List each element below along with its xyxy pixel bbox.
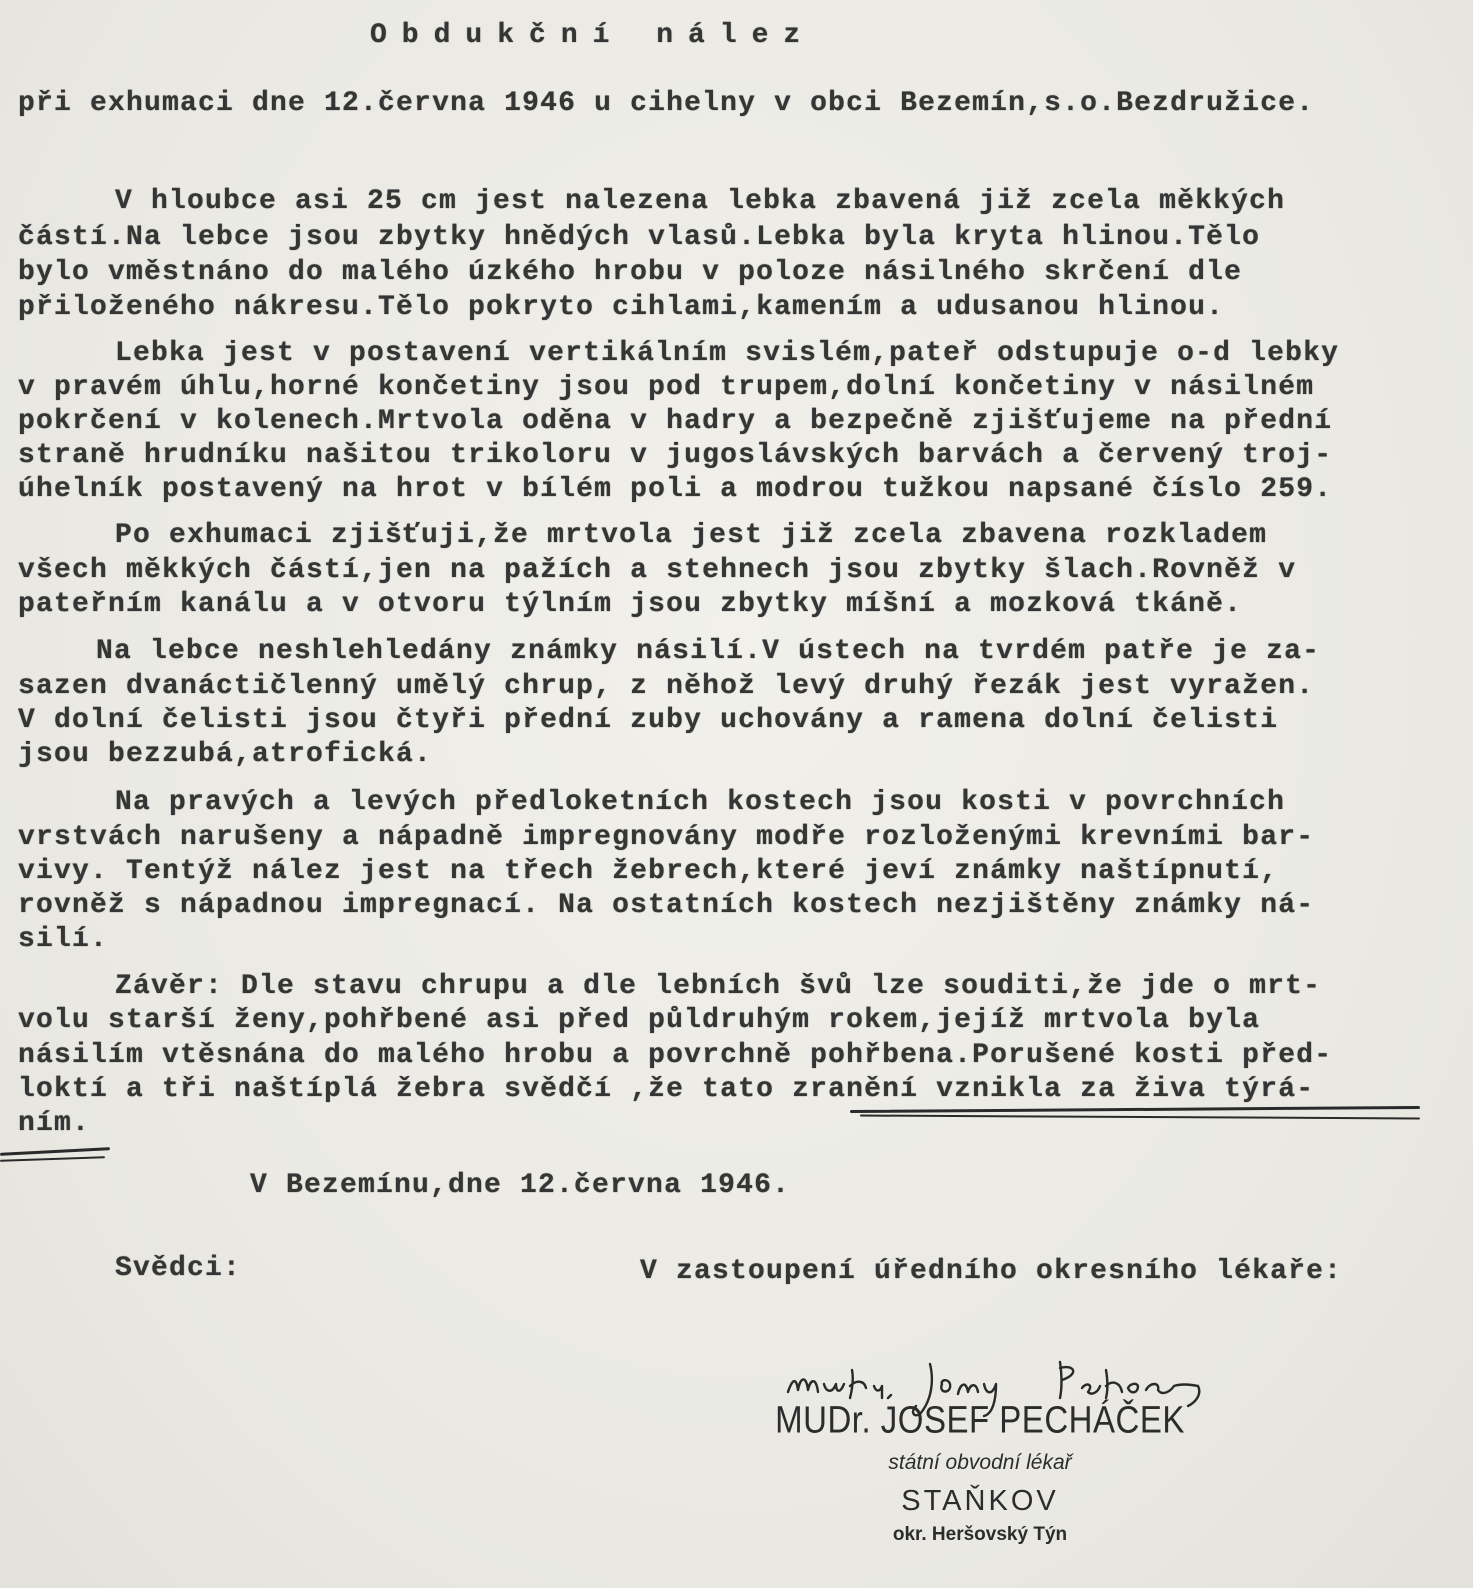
date-place-line: V Bezemínu,dne 12.června 1946.	[250, 1170, 791, 1201]
stamp-role: státní obvodní lékař	[888, 1451, 1072, 1474]
text-line: V dolní čelisti jsou čtyři přední zuby uchovány a ramena dolní čelisti	[18, 705, 1279, 736]
stamp-district: okr. Heršovský Týn	[892, 1524, 1068, 1545]
text-line: V hloubce asi 25 cm jest nalezena lebka zbavená již zcela měkkých	[115, 186, 1286, 217]
text-line: ním.	[18, 1108, 91, 1139]
text-line: Na pravých a levých předloketních kostech jsou kosti v povrchních	[115, 787, 1286, 818]
official-stamp	[770, 1400, 1190, 1546]
stamp-town: STAŇKOV	[901, 1485, 1059, 1517]
handwritten-underline	[850, 1106, 1420, 1113]
text-line: bylo vměstnáno do malého úzkého hrobu v poloze násilného skrčení dle	[18, 257, 1243, 288]
text-line: násilím vtěsnána do malého hrobu a povrchně pohřbena.Porušené kosti před-	[18, 1040, 1333, 1071]
witnesses-label: Svědci:	[115, 1253, 242, 1284]
text-line: loktí a tři naštíplá žebra svědčí ,že tato zranění vznikla za živa týrá-	[18, 1074, 1315, 1105]
text-line: Na lebce neshlehledány známky násilí.V ústech na tvrdém patře je za-	[96, 636, 1321, 667]
text-line: částí.Na lebce jsou zbytky hnědých vlasů.Lebka byla kryta hlinou.Tělo	[18, 222, 1261, 253]
text-line: všech měkkých částí,jen na pažích a stehnech jsou zbytky šlach.Rovněž v	[18, 555, 1297, 586]
stamp-name: MUDr. JOSEF PECHÁČEK	[775, 1398, 1185, 1441]
text-line: Závěr: Dle stavu chrupu a dle lebních švů lze souditi,že jde o mrt-	[115, 971, 1322, 1002]
text-line: sazen dvanáctičlenný umělý chrup, z něhož levý druhý řezák jest vyražen.	[18, 671, 1315, 702]
text-line: jsou bezzubá,atrofická.	[18, 739, 433, 770]
text-line: vivy. Tentýž nález jest na třech žebrech,které jeví známky naštípnutí,	[18, 856, 1279, 887]
text-line: přiloženého nákresu.Tělo pokryto cihlami,kamením a udusanou hlinou.	[18, 292, 1225, 323]
text-line: Po exhumaci zjišťuji,že mrtvola jest již zcela zbavena rozkladem	[115, 520, 1268, 551]
text-line: rovněž s nápadnou impregnací. Na ostatních kostech nezjištěny známky ná-	[18, 890, 1315, 921]
text-line: volu starší ženy,pohřbené asi před půldruhým rokem,jejíž mrtvola byla	[18, 1005, 1261, 1036]
handwritten-underline	[0, 1147, 110, 1156]
text-line: úhelník postavený na hrot v bílém poli a modrou tužkou napsané číslo 259.	[18, 474, 1333, 505]
document-title: Obdukční nález	[370, 20, 816, 51]
text-line: vrstvách narušeny a nápadně impregnovány modře rozloženými krevními bar-	[18, 822, 1315, 853]
text-line: straně hrudníku našitou trikoloru v jugoslávských barvách a červený troj-	[18, 440, 1333, 471]
text-line: silí.	[18, 924, 109, 955]
handwritten-underline	[0, 1156, 105, 1162]
text-line: Lebka jest v postavení vertikálním svislém,pateř odstupuje o-d lebky	[115, 338, 1340, 369]
text-line: pokrčení v kolenech.Mrtvola oděna v hadry a bezpečně zjišťujeme na přední	[18, 406, 1333, 437]
representative-label: V zastoupení úředního okresního lékaře:	[640, 1256, 1343, 1287]
text-line: v pravém úhlu,horné končetiny jsou pod trupem,dolní končetiny v násilném	[18, 372, 1315, 403]
handwritten-underline	[860, 1115, 1420, 1120]
subtitle-line: při exhumaci dne 12.června 1946 u cihelny v obci Bezemín,s.o.Bezdružice.	[18, 88, 1315, 119]
text-line: pateřním kanálu a v otvoru týlním jsou zbytky míšní a mozková tkáně.	[18, 589, 1243, 620]
